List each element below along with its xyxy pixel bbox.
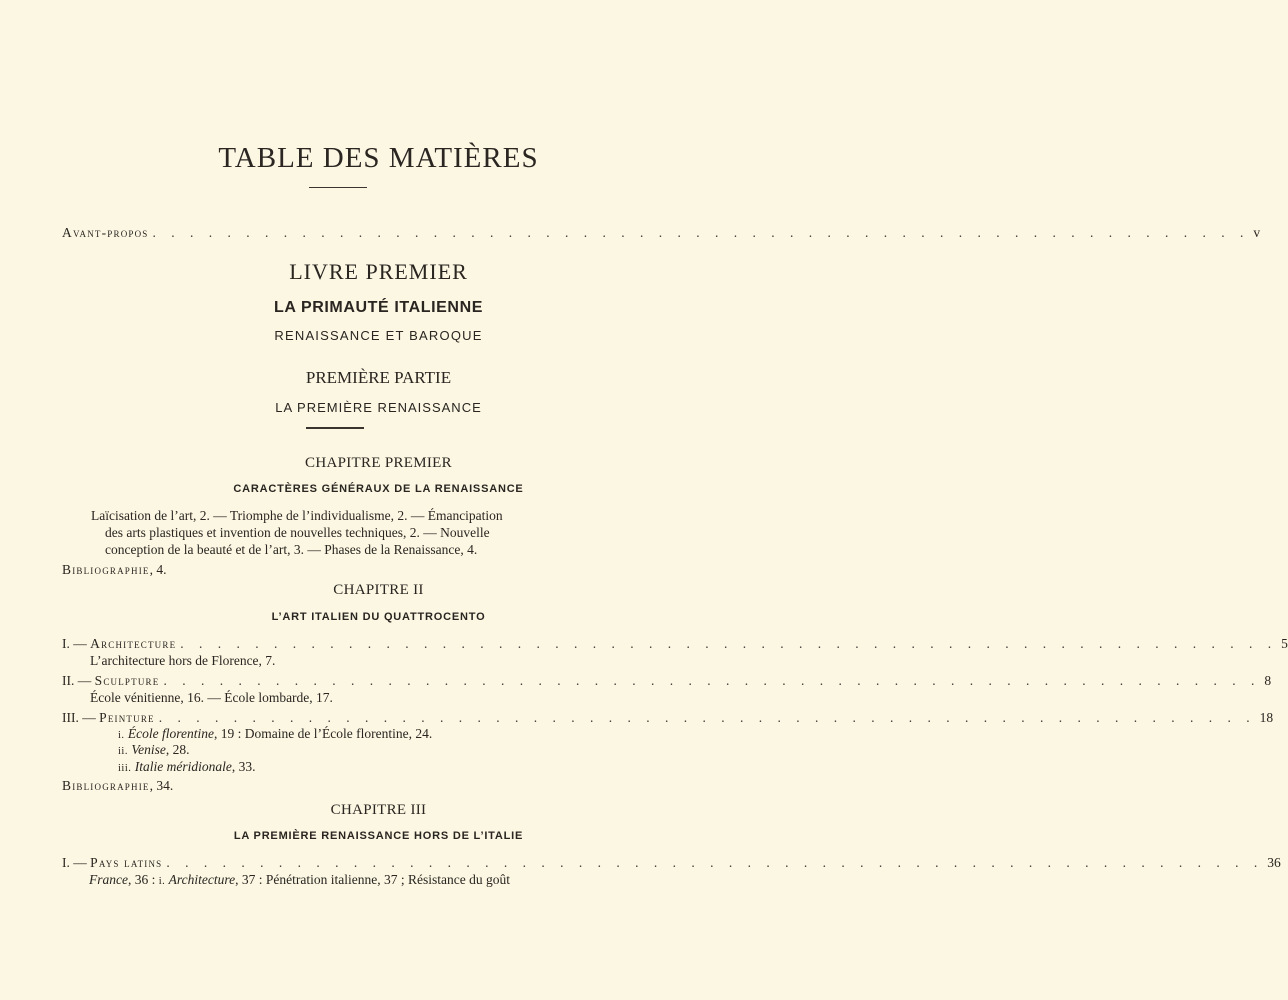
livre-heading: LIVRE PREMIER: [289, 259, 468, 284]
sub-italic: Venise: [131, 742, 166, 757]
toc-entry-page: 36: [1267, 855, 1281, 870]
toc-entry-page: 18: [1259, 710, 1274, 725]
toc-entry-num: I. —: [62, 636, 91, 651]
chapitre-2-subtitle: L’ART ITALIEN DU QUATTROCENTO: [271, 611, 486, 623]
toc-entry-architecture[interactable]: [62, 636, 1288, 652]
bibliographie-page: , 4.: [149, 562, 167, 577]
toc-entry-page: 8: [1264, 673, 1272, 688]
page-title: TABLE DES MATIÈRES: [218, 142, 539, 174]
pays-latins-detail: [89, 872, 510, 888]
toc-entry-label: Pays latins: [90, 855, 163, 870]
detail-italic: Architecture: [168, 872, 236, 887]
leader-dots: . . . . . . . . . . . . . . . . . . . . . . . . . . . . . . . . . . . . . . . . . . . . . . . . . . . . . . . . . . .: [158, 710, 1256, 725]
sub-num: iii.: [118, 763, 132, 774]
detail-italic: France: [89, 872, 128, 887]
toc-entry-pays-latins[interactable]: [62, 855, 1281, 871]
sub-italic: École florentine: [127, 726, 215, 741]
sub-italic: Italie méridionale: [134, 759, 232, 774]
chapitre-2-bibliographie: [62, 778, 173, 794]
sculpture-detail: École vénitienne, 16. — École lombarde, 17.: [90, 690, 333, 705]
chapitre-1-subtitle: CARACTÈRES GÉNÉRAUX DE LA RENAISSANCE: [233, 483, 524, 495]
toc-entry-num: III. —: [62, 710, 100, 725]
toc-entry-page: v: [1253, 225, 1261, 240]
sub-rest: , 28.: [165, 742, 190, 757]
chapitre-3-title: CHAPITRE III: [330, 802, 427, 818]
peinture-sub-2: [118, 742, 189, 758]
summary-line: conception de la beauté et de l’art, 3. — Phases de la Renaissance, 4.: [105, 542, 478, 557]
chapitre-1-title: CHAPITRE PREMIER: [305, 455, 452, 471]
toc-entry-num: II. —: [62, 673, 95, 688]
bibliographie-label: Bibliographie: [62, 778, 150, 793]
chapitre-1-summary: [91, 507, 569, 558]
detail-num: i.: [158, 876, 166, 887]
toc-entry-avant-propos[interactable]: [62, 225, 1261, 241]
partie-subtitle: LA PREMIÈRE RENAISSANCE: [275, 400, 482, 415]
bibliographie-page: , 34.: [149, 778, 174, 793]
toc-entry-sculpture[interactable]: [62, 673, 1272, 689]
sub-num: ii.: [118, 746, 128, 757]
chapitre-2-title: CHAPITRE II: [333, 582, 424, 598]
toc-entry-label: Sculpture: [94, 673, 160, 688]
leader-dots: . . . . . . . . . . . . . . . . . . . . . . . . . . . . . . . . . . . . . . . . . . . . . . . . . . . . . . . . . . .: [166, 855, 1264, 870]
summary-line: des arts plastiques et invention de nouvelles techniques, 2. — Nouvelle: [105, 525, 490, 540]
toc-entry-peinture[interactable]: [62, 710, 1274, 726]
livre-subtitle: LA PRIMAUTÉ ITALIENNE: [273, 299, 484, 316]
partie-rule: [306, 427, 364, 429]
detail-text: , 36 :: [127, 872, 159, 887]
peinture-sub-1: [118, 726, 432, 742]
toc-entry-num: I. —: [62, 855, 91, 870]
toc-entry-label: Peinture: [99, 710, 155, 725]
leader-dots: . . . . . . . . . . . . . . . . . . . . . . . . . . . . . . . . . . . . . . . . . . . . . . . . . . . . . . . . . . .: [163, 673, 1261, 688]
architecture-detail: L’architecture hors de Florence, 7.: [90, 653, 276, 668]
title-rule: [309, 187, 367, 188]
summary-line: Laïcisation de l’art, 2. — Triomphe de l’individualisme, 2. — Émancipation: [91, 508, 503, 523]
leader-dots: . . . . . . . . . . . . . . . . . . . . . . . . . . . . . . . . . . . . . . . . . . . . . . . . . . . . . . . . . . .: [180, 636, 1278, 651]
livre-subsubtitle: RENAISSANCE ET BAROQUE: [274, 328, 483, 343]
peinture-sub-3: [118, 759, 256, 775]
chapitre-1-bibliographie: [62, 562, 166, 578]
chapitre-3-subtitle: LA PREMIÈRE RENAISSANCE HORS DE L’ITALIE: [233, 830, 524, 842]
toc-entry-label: Architecture: [90, 636, 177, 651]
toc-entry-page: 5: [1281, 636, 1288, 651]
leader-dots: . . . . . . . . . . . . . . . . . . . . . . . . . . . . . . . . . . . . . . . . . . . . . . . . . . . . . . . . . . .: [152, 225, 1250, 240]
partie-heading: PREMIÈRE PARTIE: [305, 368, 452, 387]
sub-rest: , 33.: [231, 759, 256, 774]
sub-num: i.: [118, 730, 125, 741]
toc-entry-label: Avant-propos: [62, 225, 149, 240]
sub-rest: , 19 : Domaine de l’École florentine, 24.: [214, 726, 433, 741]
bibliographie-label: Bibliographie: [62, 562, 150, 577]
detail-text: , 37 : Pénétration italienne, 37 ; Résistance du goût: [235, 872, 510, 887]
